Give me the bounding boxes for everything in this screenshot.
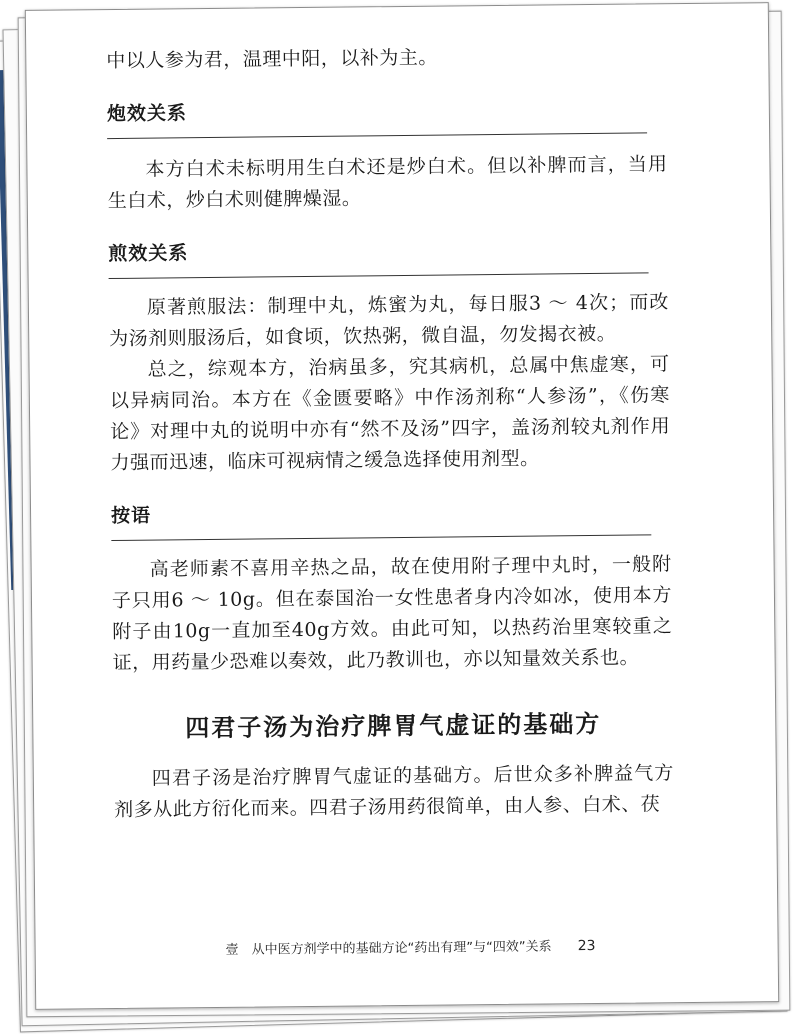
paragraph-anyu: 高老师素不喜用辛热之品，故在使用附子理中丸时，一般附子只用6 ～ 10g。但在泰国治一女性患者身内冷如冰，使用本方附子由10g一直加至40g方效。由此可知，以热药治里寒较重之证，用药量少恐难以奏效，此乃教训也，亦以知量效关系也。 [111, 553, 673, 675]
section-heading-jian: 煎效关系 [108, 233, 648, 279]
section-heading-pao: 炮效关系 [107, 93, 647, 139]
paragraph-jian-2: 总之，综观本方，治病虽多，究其病机，总属中焦虚寒，可以异病同治。本方在《金匮要略》中作汤剂称“人参汤”，《伤寒论》对理中丸的说明中亦有“然不及汤”四字，盖汤剂较丸剂作用力强而迅速，临床可视病情之缓急选择使用剂型。 [109, 353, 671, 475]
page-content [106, 40, 674, 826]
paragraph-intro-tail: 中以人参为君，温理中阳，以补为主。 [106, 46, 438, 73]
section-heading-anyu: 按语 [111, 495, 651, 541]
book-page [25, 2, 779, 1010]
page-footer [226, 935, 596, 958]
footer-chapter-title: 壹 从中医方剂学中的基础方论“药出有理”与“四效”关系 [225, 939, 552, 958]
paragraph-pao: 本方白术未标明用生白术还是炒白术。但以补脾而言，当用生白术，炒白术则健脾燥湿。 [107, 153, 668, 213]
paragraph-sijunzi: 四君子汤是治疗脾胃气虚证的基础方。后世众多补脾益气方剂多从此方衍化而来。四君子汤用药很简单，由人参、白术、茯 [114, 762, 674, 822]
chapter-section-title: 四君子汤为治疗脾胃气虚证的基础方 [185, 708, 602, 743]
paragraph-jian-1: 原著煎服法：制理中丸，炼蜜为丸，每日服3 ～ 4次；而改为汤剂则服汤后，如食顷，饮热粥，微自温，勿发揭衣被。 [109, 291, 669, 351]
page-number: 23 [577, 937, 596, 955]
